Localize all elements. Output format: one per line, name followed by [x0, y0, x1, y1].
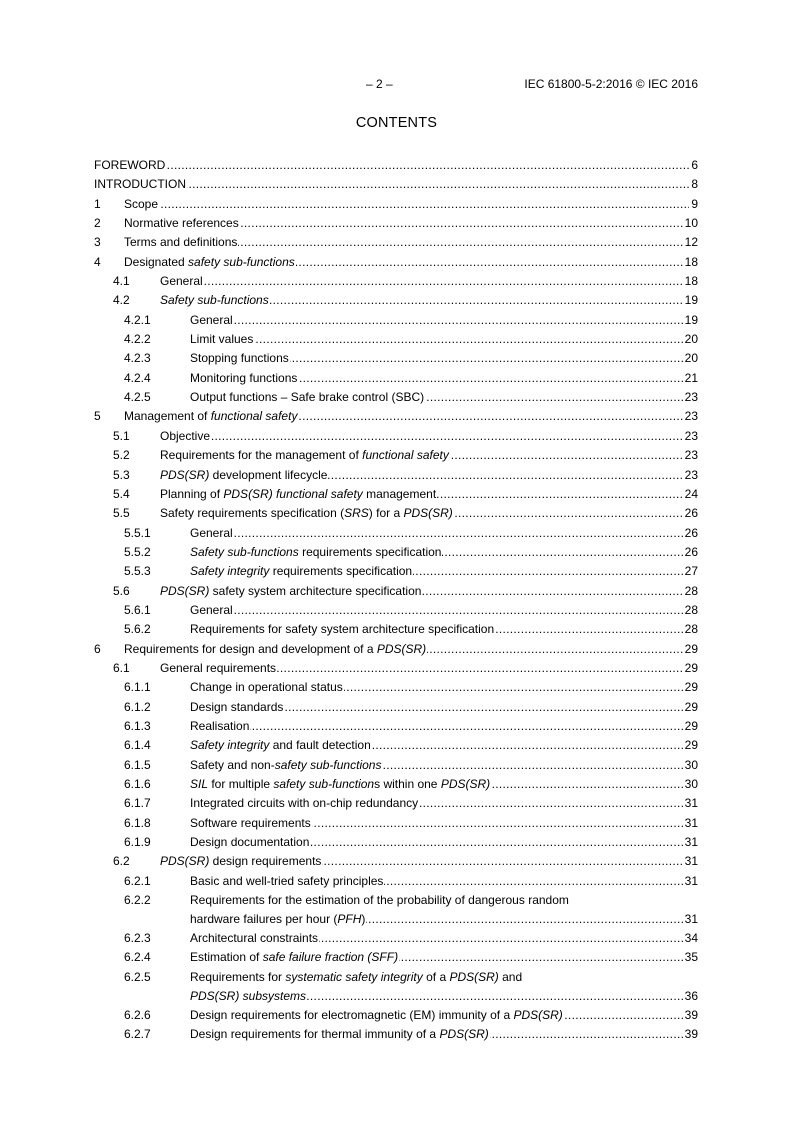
toc-entry[interactable] [94, 291, 698, 310]
toc-entry-text-part: PDS(SR) [160, 467, 210, 482]
toc-entry-text-part: General [190, 602, 233, 617]
toc-entry-text-part: Design standards [190, 699, 284, 714]
toc-entry-page: 28 [683, 582, 698, 601]
toc-entry-title-continued [190, 912, 366, 926]
toc-entry[interactable] [94, 794, 698, 813]
toc-entry-text-part: General [190, 312, 233, 327]
toc-entry-text-part: Requirements for [190, 969, 286, 984]
toc-entry[interactable] [94, 214, 698, 233]
toc-entry-text-part: PDS(SR) [449, 969, 499, 984]
toc-entry-number: 6.2.7 [124, 1027, 151, 1042]
toc-entry-text-part: Designated [124, 254, 189, 269]
toc-entry-text-part: Planning of [160, 486, 224, 501]
toc-entry[interactable] [94, 872, 698, 891]
toc-entry-title [190, 390, 425, 404]
toc-entry-title [124, 197, 159, 211]
toc-entry-text-part: requirements specification [298, 544, 442, 559]
toc-entry-page: 8 [689, 175, 698, 194]
toc-entry-number: 1 [94, 196, 101, 211]
toc-entry-text-part: General requirements [160, 660, 277, 675]
toc-entry-title [124, 255, 296, 269]
toc-entry-page: 20 [683, 330, 698, 349]
toc-entry-title [190, 680, 344, 694]
toc-entry-text-part: SRS [344, 506, 369, 521]
toc-entry-title [190, 816, 312, 830]
toc-entry-page: 29 [683, 640, 698, 659]
toc-entry-text-part: General [190, 525, 233, 540]
toc-entry-title [124, 216, 240, 230]
toc-entry-number: 5.5.1 [124, 525, 151, 540]
toc-entry-title [160, 584, 422, 598]
toc-entry-text-part: Design requirements for thermal immunity of a [190, 1027, 440, 1042]
toc-entry-title [190, 931, 319, 945]
toc-entry-number: 5.3 [113, 467, 130, 482]
toc-entry-text-part: Safety integrity [190, 738, 270, 753]
toc-entry-text-part: Architectural constraints [190, 931, 319, 946]
toc-entry-text-part: Scope [124, 196, 159, 211]
toc-entry-title [190, 1008, 564, 1022]
toc-entry[interactable] [94, 814, 698, 833]
toc-entry-text-part: General [160, 274, 203, 289]
standard-reference: IEC 61800-5-2:2016 © IEC 2016 [524, 77, 698, 91]
toc-entry-text-part: FOREWORD [94, 158, 166, 172]
toc-entry-page: 30 [683, 775, 698, 794]
toc-entry-page: 26 [683, 543, 698, 562]
toc-entry-text-part: safety sub-functions [274, 757, 382, 772]
toc-entry-number: 4.2.2 [124, 332, 151, 347]
toc-entry-page: 9 [689, 195, 698, 214]
toc-entry-text-part: functional safety [210, 409, 298, 424]
toc-entry-page: 30 [683, 756, 698, 775]
toc-entry-text-part: PDS(SR) subsystems [190, 988, 307, 1003]
toc-entry-text-part: SIL [190, 777, 209, 791]
toc-entry[interactable] [94, 756, 698, 775]
toc-entry-page: 18 [683, 253, 698, 272]
toc-entry-number: 5.2 [113, 448, 130, 463]
toc-entry-text-part: for multiple [208, 777, 274, 791]
toc-entry-number: 6.2.3 [124, 931, 151, 946]
toc-entry-text-part: PDS(SR) [403, 506, 453, 521]
toc-entry-title [94, 158, 166, 172]
toc-entry-page: 19 [683, 311, 698, 330]
toc-entry-text-part: and [498, 969, 523, 984]
toc-entry-text-part: PDS(SR) [439, 1027, 489, 1042]
toc-entry-page: 31 [683, 794, 698, 813]
page-header [94, 77, 698, 93]
toc-entry-text-part: Normative references [124, 216, 239, 231]
toc-entry-number: 5.6.1 [124, 602, 151, 617]
toc-entry-page: 24 [683, 485, 698, 504]
toc-entry[interactable] [94, 562, 698, 581]
toc-entry-text-part: Design documentation [190, 835, 310, 850]
toc-entry[interactable] [94, 388, 698, 407]
toc-entry-title-continued [190, 989, 307, 1003]
toc-entry-text-part: PDS(SR) [160, 854, 210, 869]
toc-entry[interactable] [94, 253, 698, 272]
toc-entry-title [190, 893, 570, 907]
toc-entry-page: 29 [683, 678, 698, 697]
toc-entry-page: 31 [683, 833, 698, 852]
toc-entry-number: 4 [94, 254, 101, 269]
toc-entry-number: 6.2.5 [124, 969, 151, 984]
toc-entry-title [160, 293, 270, 307]
toc-entry[interactable] [94, 659, 698, 678]
toc-entry[interactable] [94, 833, 698, 852]
toc-entry-title [190, 758, 382, 772]
toc-entry[interactable] [94, 195, 698, 214]
toc-entry-number: 4.2 [113, 293, 130, 308]
toc-entry-page: 31 [683, 814, 698, 833]
toc-entry-text-part: safety system architecture specification [209, 583, 422, 598]
toc-entry-number: 4.2.4 [124, 370, 151, 385]
toc-entry-text-part: PDS(SR) [440, 777, 491, 791]
toc-entry-page: 31 [683, 910, 698, 929]
toc-entry-text-part: Objective [160, 428, 211, 443]
toc-entry-title [190, 1027, 490, 1041]
toc-entry-page: 36 [683, 987, 698, 1006]
toc-entry-text-part: Change in operational status [190, 680, 343, 695]
toc-entry[interactable] [94, 311, 698, 330]
toc-entry-page: 23 [683, 466, 698, 485]
toc-entry-text-part: Safety sub-functions [190, 544, 299, 559]
toc-entry[interactable] [94, 582, 698, 601]
toc-entry[interactable] [94, 948, 698, 967]
toc-entry[interactable] [94, 407, 698, 426]
toc-entry-text-part: s within one [374, 777, 441, 791]
toc-entry-text-part: safe failure fraction (SFF) [262, 950, 399, 965]
toc-entry-title [160, 854, 322, 868]
toc-entry[interactable] [94, 717, 698, 736]
toc-entry-page: 23 [683, 446, 698, 465]
toc-entry-number: 6.1.6 [124, 777, 151, 791]
toc-entry-text-part: INTRODUCTION [94, 177, 186, 192]
toc-entry-page: 29 [683, 659, 698, 678]
toc-entry-title [190, 332, 254, 346]
toc-entry-text-part: functional safety [362, 448, 449, 463]
toc-entry-text-part: hardware failures per hour ( [190, 912, 338, 927]
toc-entry[interactable] [94, 272, 698, 291]
toc-entry-text-part: Realisation [190, 718, 250, 733]
toc-entry-title [190, 777, 491, 791]
toc-entry-text-part: Safety requirements specification ( [160, 506, 345, 521]
toc-entry-text-part: Management of [124, 409, 211, 424]
toc-entry[interactable] [94, 698, 698, 717]
toc-entry-title [160, 506, 454, 520]
toc-entry[interactable] [94, 620, 698, 639]
toc-entry-page: 12 [683, 233, 698, 252]
toc-entry-page: 39 [683, 1006, 698, 1025]
toc-entry-number: 2 [94, 216, 101, 231]
toc-entry-page: 39 [683, 1025, 698, 1044]
toc-entry[interactable] [94, 678, 698, 697]
toc-entry-text-part: Limit values [190, 332, 254, 347]
toc-entry-page: 26 [683, 504, 698, 523]
page-number: – 2 – [366, 77, 393, 91]
toc-entry[interactable] [94, 929, 698, 948]
toc-entry[interactable] [94, 1006, 698, 1025]
toc-entry-number: 6.2.1 [124, 873, 151, 888]
toc-entry-text-part: requirements specification [269, 564, 413, 579]
toc-entry-text-part: PFH [337, 912, 362, 927]
toc-entry-number: 5.1 [113, 428, 130, 443]
toc-entry-title [190, 950, 399, 964]
toc-entry-number: 6.1 [113, 660, 130, 675]
toc-entry-title [124, 235, 238, 249]
toc-entry-page: 21 [683, 369, 698, 388]
toc-entry-number: 6.1.2 [124, 699, 151, 714]
toc-entry[interactable] [94, 446, 698, 465]
toc-entry-page: 23 [683, 388, 698, 407]
toc-entry-text-part: safety sub-function [273, 777, 375, 791]
toc-entry-page: 19 [683, 291, 698, 310]
toc-entry-title [190, 796, 419, 810]
toc-entry-number: 6.2 [113, 854, 130, 869]
toc-entry-page: 18 [683, 272, 698, 291]
toc-entry[interactable] [94, 524, 698, 543]
toc-entry-text-part: Stopping functions [190, 351, 289, 366]
toc-entry-text-part: Safety and non- [190, 757, 275, 772]
toc-entry-number: 5.6 [113, 583, 130, 598]
toc-entry[interactable] [94, 968, 698, 1006]
toc-entry-number: 5.5.2 [124, 544, 151, 559]
toc-entry-text-part: PDS(SR) [160, 583, 210, 598]
toc-entry[interactable] [94, 466, 698, 485]
toc-entry[interactable] [94, 369, 698, 388]
toc-entry[interactable] [94, 775, 698, 794]
toc-entry-page: 6 [689, 156, 698, 175]
toc-entry[interactable] [94, 543, 698, 562]
toc-entry-title [190, 622, 495, 636]
toc-entry-text-part: Monitoring functions [190, 370, 298, 385]
toc-entry-number: 4.2.5 [124, 390, 151, 405]
toc-entry-page: 29 [683, 736, 698, 755]
toc-entry-text-part: safety sub-functions [188, 254, 295, 269]
toc-entry-number: 6.1.1 [124, 680, 151, 695]
toc-entry-page: 26 [683, 524, 698, 543]
toc-entry-number: 5.5.3 [124, 564, 151, 579]
toc-entry[interactable] [94, 852, 698, 871]
toc-entry-page: 34 [683, 929, 698, 948]
toc-entry[interactable] [94, 640, 698, 659]
toc-entry-number: 3 [94, 235, 101, 250]
toc-entry-number: 6.2.4 [124, 950, 151, 965]
toc-entry-title [190, 719, 250, 733]
toc-entry-title [160, 468, 328, 482]
toc-entry-title [160, 487, 437, 501]
toc-entry-title [160, 429, 211, 443]
toc-entry-text-part: Estimation of [190, 950, 263, 965]
toc-entry-number: 5 [94, 409, 101, 424]
toc-entry-number: 5.5 [113, 506, 130, 521]
toc-entry-number: 6 [94, 641, 101, 656]
toc-entry[interactable] [94, 891, 698, 929]
toc-entry-title [190, 835, 310, 849]
toc-entry-title [124, 642, 427, 656]
toc-entry-number: 6.1.5 [124, 757, 151, 772]
toc-entry-text-part: Software requirements [190, 815, 311, 830]
toc-entry-page: 31 [683, 852, 698, 871]
toc-entry-text-part: design requirements [209, 854, 322, 869]
toc-entry-page: 29 [683, 698, 698, 717]
toc-entry-page: 23 [683, 427, 698, 446]
toc-entry-title [190, 313, 234, 327]
toc-entry-title [190, 371, 298, 385]
toc-entry-number: 5.6.2 [124, 622, 151, 637]
toc-entry-title [190, 700, 284, 714]
toc-entry-number: 4.2.3 [124, 351, 151, 366]
toc-entry-text-part: Requirements for design and development of a [124, 641, 377, 656]
toc-entry-text-part: ) [361, 912, 366, 927]
toc-entry-text-part: Requirements for the management of [160, 448, 363, 463]
toc-entry-number: 4.1 [113, 274, 130, 289]
toc-entry-page: 29 [683, 717, 698, 736]
toc-entry[interactable] [94, 601, 698, 620]
toc-entry-number: 6.2.6 [124, 1007, 151, 1022]
toc-entry-text-part: Safety integrity [190, 564, 270, 579]
toc-entry-text-part: Safety sub-functions [160, 293, 269, 308]
toc-entry-title [190, 526, 234, 540]
toc-entry-number: 6.1.7 [124, 796, 151, 811]
toc-entry[interactable] [94, 156, 698, 175]
toc-entry-text-part: Terms and definitions [124, 235, 238, 250]
toc-entry-title [160, 661, 277, 675]
toc-entry-page: 27 [683, 562, 698, 581]
toc-entry-text-part: of a [422, 969, 450, 984]
toc-entry-page: 23 [683, 407, 698, 426]
toc-entry-text-part: PDS(SR) functional safety [223, 486, 363, 501]
toc-entry-number: 6.2.2 [124, 893, 151, 908]
toc-entry-text-part: management [362, 486, 437, 501]
toc-entry-number: 5.4 [113, 486, 130, 501]
toc-entry-text-part: PDS(SR) [376, 641, 427, 656]
toc-entry-page: 20 [683, 349, 698, 368]
toc-entry[interactable] [94, 485, 698, 504]
toc-entry-text-part: systematic safety integrity [285, 969, 423, 984]
toc-entry-title [160, 274, 204, 288]
toc-entry-text-part: Requirements for safety system architecture specification [190, 622, 495, 637]
toc-entry-text-part: Requirements for the estimation of the probability of dangerous random [190, 893, 569, 908]
toc-entry-title [124, 409, 298, 423]
toc-entry-text-part: Output functions – Safe brake control (SBC) [190, 390, 425, 405]
toc-entry[interactable] [94, 330, 698, 349]
toc-entry[interactable] [94, 349, 698, 368]
toc-entry[interactable] [94, 504, 698, 523]
toc-entry-title [190, 545, 442, 559]
page-title: CONTENTS [355, 115, 438, 131]
toc-entry-page: 28 [683, 620, 698, 639]
toc-entry-text-part: and fault detection [269, 738, 371, 753]
toc-entry-number: 6.1.8 [124, 815, 151, 830]
toc-entry-page: 28 [683, 601, 698, 620]
toc-entry-title [94, 177, 187, 191]
toc-entry-text-part: ) for a [368, 506, 404, 521]
toc-entry-text-part: Basic and well-tried safety principles [190, 873, 384, 888]
toc-entry-number: 4.2.1 [124, 312, 151, 327]
toc-entry-title [190, 351, 290, 365]
toc-entry-page: 35 [683, 948, 698, 967]
toc-entry[interactable] [94, 736, 698, 755]
toc-entry[interactable] [94, 427, 698, 446]
toc-entry-title [190, 738, 372, 752]
toc-entry-title [190, 564, 413, 578]
toc-entry-title [190, 970, 523, 984]
toc-entry-page: 10 [683, 214, 698, 233]
toc-entry-number: 6.1.3 [124, 718, 151, 733]
table-of-contents [94, 156, 698, 1044]
toc-entry-page: 31 [683, 872, 698, 891]
toc-entry[interactable] [94, 233, 698, 252]
toc-entry-text-part: Integrated circuits with on-chip redundancy [190, 796, 419, 811]
toc-entry-number: 6.1.9 [124, 835, 151, 850]
toc-entry[interactable] [94, 1025, 698, 1044]
toc-entry-title [160, 448, 450, 462]
toc-entry-title [190, 874, 384, 888]
toc-entry-number: 6.1.4 [124, 738, 151, 753]
toc-entry[interactable] [94, 175, 698, 194]
toc-entry-title [190, 603, 234, 617]
toc-entry-text-part: development lifecycle [209, 467, 328, 482]
toc-entry-text-part: Design requirements for electromagnetic (EM) immunity of a [190, 1007, 514, 1022]
toc-entry-text-part: PDS(SR) [513, 1007, 563, 1022]
